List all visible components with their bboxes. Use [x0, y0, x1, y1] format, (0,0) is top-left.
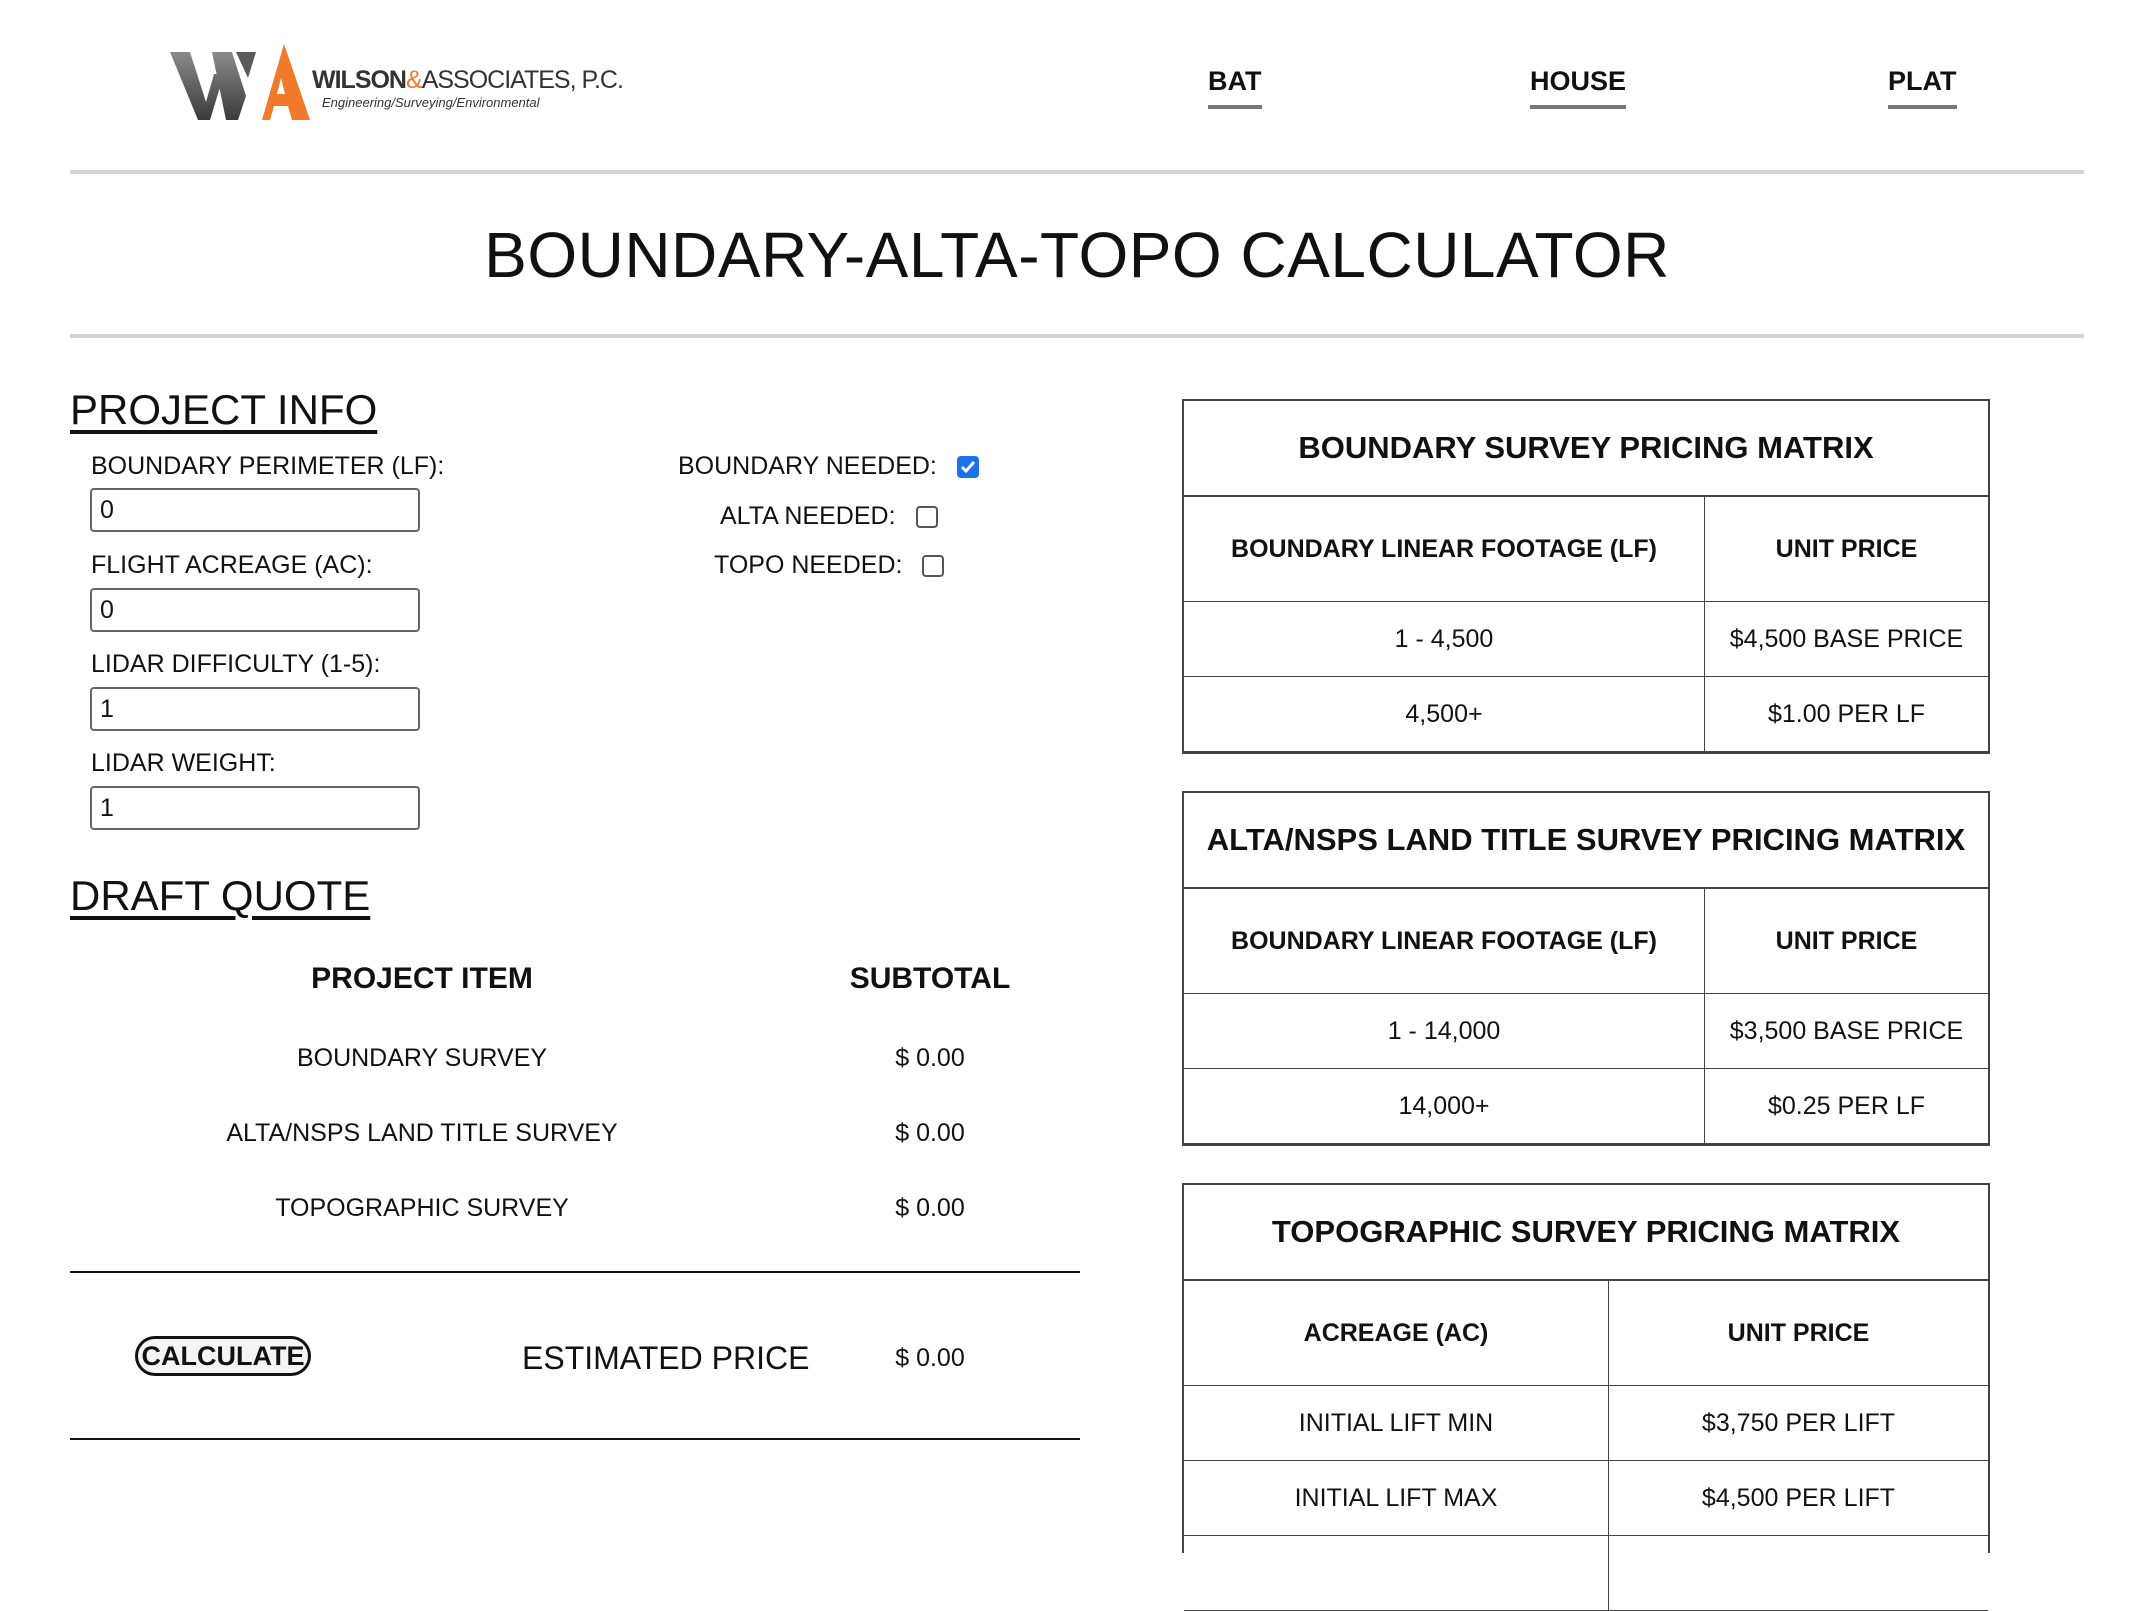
quote-item-alta: ALTA/NSPS LAND TITLE SURVEY	[226, 1119, 618, 1147]
table-header-row	[1184, 1281, 1988, 1386]
flight-acreage-input[interactable]	[90, 588, 420, 632]
column-header: UNIT PRICE	[1609, 1281, 1989, 1386]
subtotal-column-header: SUBTOTAL	[849, 962, 1011, 995]
table-cell: INITIAL LIFT MAX	[1184, 1461, 1609, 1536]
nav-link-plat[interactable]: PLAT	[1888, 66, 1957, 109]
table-cell: $3,750 PER LIFT	[1609, 1386, 1989, 1461]
table-cell	[1609, 1536, 1989, 1611]
table-cell: 4,500+	[1184, 677, 1705, 752]
topo-needed-checkbox[interactable]	[922, 555, 944, 577]
column-header: UNIT PRICE	[1705, 889, 1989, 994]
flight-acreage-label: FLIGHT ACREAGE (AC):	[91, 551, 373, 579]
lidar-weight-label: LIDAR WEIGHT:	[91, 749, 276, 777]
table-cell: 1 - 14,000	[1184, 994, 1705, 1069]
topo-needed-row	[714, 551, 944, 580]
table-cell: $4,500 BASE PRICE	[1705, 602, 1989, 677]
table-cell: $4,500 PER LIFT	[1609, 1461, 1989, 1536]
table-header-row	[1184, 497, 1988, 602]
table-row	[1184, 602, 1988, 677]
column-header: UNIT PRICE	[1705, 497, 1989, 602]
topo-pricing-matrix	[1182, 1183, 1990, 1553]
boundary-perimeter-input[interactable]	[90, 488, 420, 532]
project-info-heading: PROJECT INFO	[70, 386, 378, 433]
lidar-weight-input[interactable]	[90, 786, 420, 830]
quote-divider-top	[70, 1271, 1080, 1273]
table-header-row	[1184, 889, 1988, 994]
table-cell: $3,500 BASE PRICE	[1705, 994, 1989, 1069]
table-row	[1184, 994, 1988, 1069]
quote-item-topo: TOPOGRAPHIC SURVEY	[275, 1194, 569, 1222]
topo-needed-label: TOPO NEEDED:	[714, 551, 903, 579]
table-cell: 14,000+	[1184, 1069, 1705, 1144]
project-item-column-header: PROJECT ITEM	[311, 962, 533, 995]
table-cell: $1.00 PER LF	[1705, 677, 1989, 752]
quote-subtotal-topo: $ 0.00	[895, 1194, 965, 1222]
matrix-title: TOPOGRAPHIC SURVEY PRICING MATRIX	[1184, 1185, 1988, 1281]
quote-item-boundary: BOUNDARY SURVEY	[296, 1044, 548, 1072]
table-cell: INITIAL LIFT MIN	[1184, 1386, 1609, 1461]
logo-tagline: Engineering/Surveying/Environmental	[322, 95, 540, 110]
boundary-needed-label: BOUNDARY NEEDED:	[678, 452, 937, 480]
matrix-table	[1184, 1281, 1988, 1611]
calculate-button[interactable]: CALCULATE	[135, 1336, 311, 1376]
nav-link-bat[interactable]: BAT	[1208, 66, 1262, 109]
table-row	[1184, 1536, 1988, 1611]
logo-wordmark: WILSON&ASSOCIATES, P.C.	[312, 66, 623, 94]
lidar-difficulty-input[interactable]	[90, 687, 420, 731]
table-cell: $0.25 PER LF	[1705, 1069, 1989, 1144]
estimated-price-value: $ 0.00	[895, 1344, 965, 1372]
nav-link-house[interactable]: HOUSE	[1530, 66, 1626, 109]
table-row	[1184, 1069, 1988, 1144]
table-row	[1184, 1386, 1988, 1461]
company-logo[interactable]	[170, 44, 623, 122]
alta-needed-row	[720, 502, 938, 531]
quote-subtotal-alta: $ 0.00	[895, 1119, 965, 1147]
column-header: BOUNDARY LINEAR FOOTAGE (LF)	[1184, 497, 1705, 602]
boundary-needed-row	[678, 452, 979, 481]
wa-logo-mark-icon	[170, 44, 310, 122]
quote-subtotal-boundary: $ 0.00	[895, 1044, 965, 1072]
title-divider	[70, 334, 2084, 338]
table-cell	[1184, 1536, 1609, 1611]
lidar-difficulty-label: LIDAR DIFFICULTY (1-5):	[91, 650, 381, 678]
alta-needed-checkbox[interactable]	[916, 506, 938, 528]
page-title: BOUNDARY-ALTA-TOPO CALCULATOR	[484, 219, 1670, 291]
matrix-title: ALTA/NSPS LAND TITLE SURVEY PRICING MATRIX	[1184, 793, 1988, 889]
estimated-price-label: ESTIMATED PRICE	[522, 1340, 810, 1376]
matrix-title: BOUNDARY SURVEY PRICING MATRIX	[1184, 401, 1988, 497]
draft-quote-heading: DRAFT QUOTE	[70, 872, 371, 919]
boundary-pricing-matrix	[1182, 399, 1990, 754]
boundary-perimeter-label: BOUNDARY PERIMETER (LF):	[91, 452, 445, 480]
alta-needed-label: ALTA NEEDED:	[720, 502, 896, 530]
boundary-needed-checkbox[interactable]	[957, 456, 979, 478]
column-header: ACREAGE (AC)	[1184, 1281, 1609, 1386]
column-header: BOUNDARY LINEAR FOOTAGE (LF)	[1184, 889, 1705, 994]
alta-pricing-matrix	[1182, 791, 1990, 1146]
quote-divider-bottom	[70, 1438, 1080, 1440]
table-cell: 1 - 4,500	[1184, 602, 1705, 677]
table-row	[1184, 1461, 1988, 1536]
matrix-table	[1184, 497, 1988, 752]
header-divider	[70, 170, 2084, 174]
table-row	[1184, 677, 1988, 752]
checkmark-icon	[959, 458, 977, 476]
matrix-table	[1184, 889, 1988, 1144]
